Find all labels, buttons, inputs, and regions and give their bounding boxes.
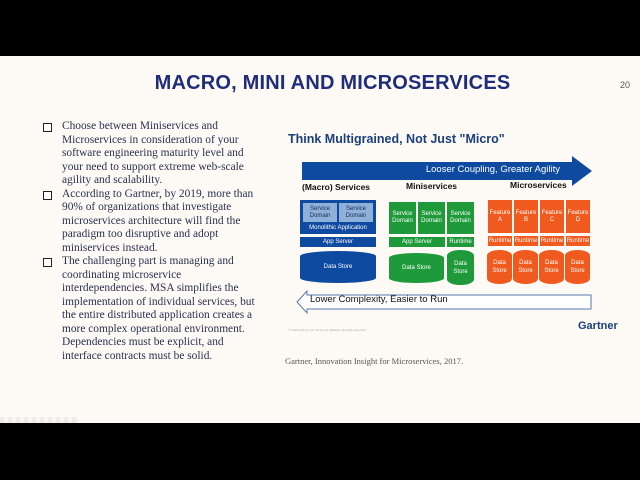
micro-header: Microservices — [510, 180, 567, 190]
runtime-block: Runtime — [488, 236, 512, 246]
data-store-cylinder: Data Store — [389, 253, 444, 283]
slide-title: MACRO, MINI AND MICROSERVICES — [154, 72, 511, 94]
feature-block: Feature B — [514, 200, 538, 233]
monolithic-app-label: Monolithic Application — [309, 224, 367, 231]
decorative-strip — [0, 417, 78, 423]
service-domain-block: Service Domain — [447, 202, 474, 234]
mini-header: Miniservices — [406, 181, 458, 191]
data-store-cylinder: Data Store — [447, 250, 474, 285]
left-arrow — [296, 288, 594, 312]
data-store-cylinder: Data Store — [300, 251, 376, 283]
feature-block: Feature D — [566, 200, 590, 233]
top-arrow-label: Looser Coupling, Greater Agility — [425, 164, 560, 175]
service-domain-block: Service Domain — [303, 203, 337, 222]
gartner-logo: Gartner — [578, 320, 618, 332]
bullet-item — [42, 188, 264, 256]
runtime-block: Runtime — [447, 237, 474, 247]
data-store-cylinder: Data Store — [513, 250, 538, 284]
bullet-text: According to Gartner, by 2019, more than 90% of organizations that investigate microservices architecture will find the paradigm too disruptive and adopt miniservices instead. — [62, 187, 254, 254]
figure-title: Think Multigrained, Not Just "Micro" — [288, 132, 505, 146]
data-store-cylinder: Data Store — [565, 250, 590, 284]
data-store-cylinder: Data Store — [539, 250, 564, 284]
gartner-figure — [280, 120, 630, 340]
runtime-block: Runtime — [514, 236, 538, 246]
slide — [0, 56, 640, 423]
checkbox-bullet-icon — [43, 123, 52, 132]
service-domain-block: Service Domain — [339, 203, 373, 222]
runtime-block: Runtime — [540, 236, 564, 246]
feature-block: Feature A — [488, 200, 512, 233]
bullet-list — [42, 120, 264, 363]
feature-block: Feature C — [540, 200, 564, 233]
copyright-text: © 2016 Gartner, Inc. and/or its affiliates. All rights reserved. — [288, 328, 367, 332]
runtime-block: Runtime — [566, 236, 590, 246]
service-domain-block: Service Domain — [418, 202, 445, 234]
figure-caption: Gartner, Innovation Insight for Microservices, 2017. — [285, 356, 464, 366]
service-domain-block: Service Domain — [389, 202, 416, 234]
bullet-text: The challenging part is managing and coordinating microservice interdependencies. MSA simplifies the implementation of individual services, but the entire distributed application creates a more complex operational environment. Dependencies must be explicit, and interface contracts must be solid. — [62, 255, 255, 362]
bottom-arrow-label: Lower Complexity, Easier to Run — [310, 294, 448, 305]
checkbox-bullet-icon — [43, 191, 52, 200]
page-number: 20 — [620, 80, 631, 90]
bullet-text: Choose between Miniservices and Microservices in consideration of your software engineering maturity level and your need to support extreme web-scale agility and scalability. — [62, 120, 244, 186]
app-server-block: App Server — [389, 237, 445, 247]
checkbox-bullet-icon — [43, 258, 52, 267]
macro-header: (Macro) Services — [302, 182, 371, 192]
data-store-cylinder: Data Store — [487, 250, 512, 284]
app-server-block: App Server — [300, 237, 376, 247]
arrow-right-icon — [572, 156, 592, 186]
bullet-item — [42, 255, 264, 363]
bullet-item — [42, 120, 264, 188]
